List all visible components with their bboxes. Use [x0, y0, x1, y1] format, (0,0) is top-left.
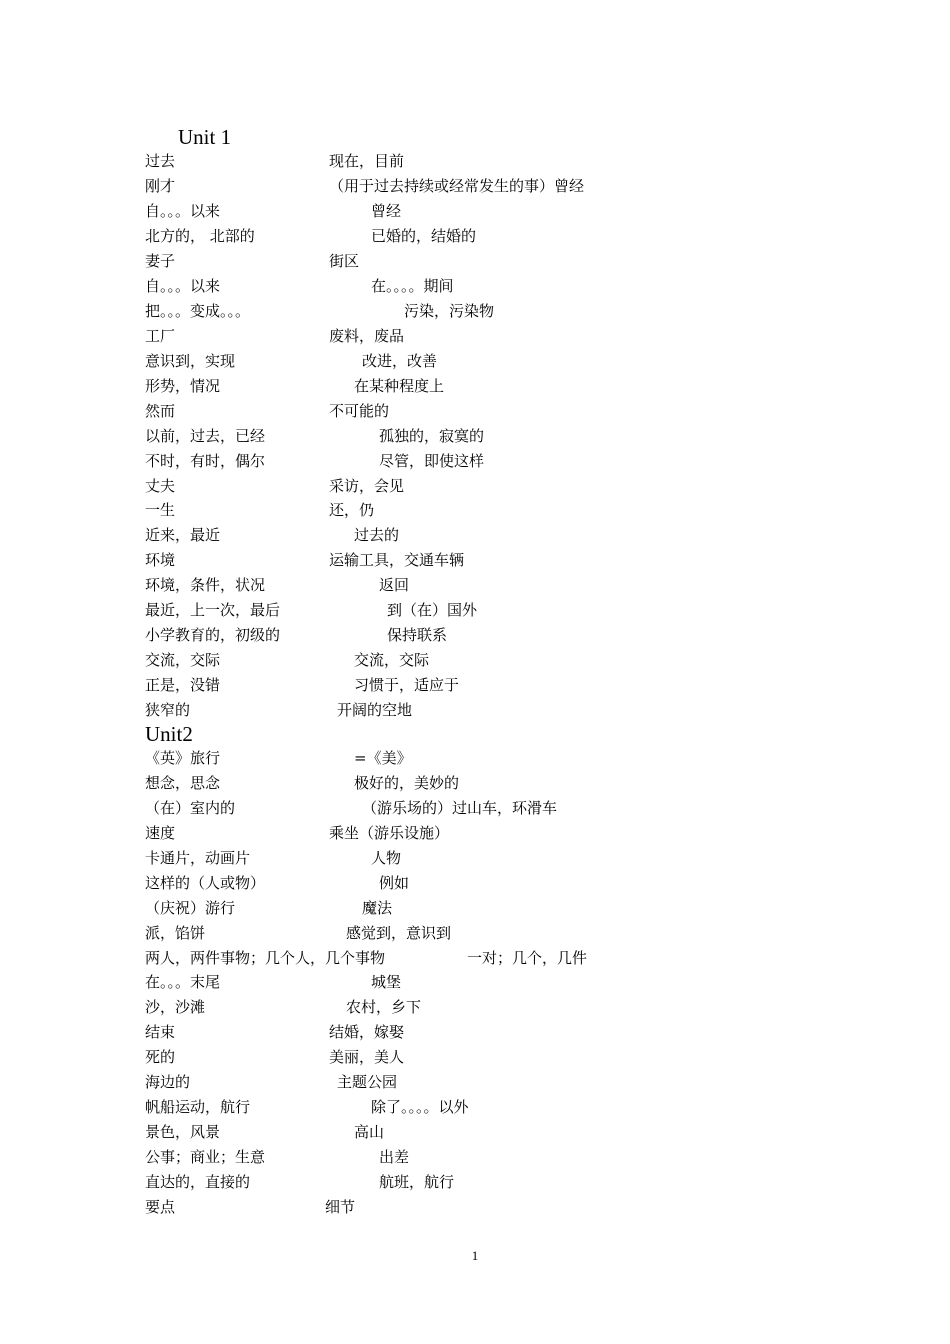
- vocab-left: 不时，有时，偶尔: [145, 452, 266, 470]
- vocab-left: 海边的: [145, 1073, 191, 1091]
- vocab-left: 《英》旅行: [145, 749, 221, 767]
- vocab-row: [0, 796, 950, 820]
- vocab-right: 极好的，美妙的: [354, 774, 460, 792]
- vocab-row: [0, 299, 950, 323]
- vocab-right: 除了。。。。以外: [371, 1098, 469, 1116]
- vocab-row: [0, 424, 950, 448]
- vocab-row: [0, 771, 950, 795]
- vocab-row: [0, 498, 950, 522]
- vocab-row: [0, 746, 950, 770]
- vocab-right: （游乐场的）过山车，环滑车: [362, 799, 558, 817]
- unit1-title: Unit 1: [178, 125, 232, 149]
- vocab-left: 把。。。变成。。。: [145, 302, 251, 320]
- vocab-right: 在。。。。期间: [371, 277, 454, 295]
- vocab-left: 卡通片，动画片: [145, 849, 251, 867]
- vocab-left: 两人，两件事物；几个人，几个事物: [145, 949, 386, 967]
- vocab-right: （用于过去持续或经常发生的事）曾经: [329, 177, 585, 195]
- vocab-left: 公事；商业；生意: [145, 1148, 266, 1166]
- vocab-left: 在。。。末尾: [145, 973, 221, 991]
- vocab-right: 结婚，嫁娶: [329, 1023, 405, 1041]
- vocab-left: 正是，没错: [145, 676, 221, 694]
- vocab-right: 废料，废品: [329, 327, 405, 345]
- vocab-left: 帆船运动，航行: [145, 1098, 251, 1116]
- vocab-right: 主题公园: [337, 1073, 398, 1091]
- vocab-left: 北方的， 北部的: [145, 227, 255, 245]
- vocab-row: [0, 598, 950, 622]
- vocab-left: 速度: [145, 824, 176, 842]
- vocab-left: 过去: [145, 152, 176, 170]
- vocab-right: 开阔的空地: [337, 701, 413, 719]
- vocab-row: [0, 274, 950, 298]
- vocab-right: 改进，改善: [362, 352, 438, 370]
- vocab-row: [0, 523, 950, 547]
- vocab-right: 交流，交际: [354, 651, 430, 669]
- vocab-row: [0, 1020, 950, 1044]
- vocab-left: 沙，沙滩: [145, 998, 206, 1016]
- vocab-right: 魔法: [362, 899, 393, 917]
- vocab-row: [0, 149, 950, 173]
- vocab-row: [0, 399, 950, 423]
- vocab-left: 形势，情况: [145, 377, 221, 395]
- vocab-right: 尽管，即使这样: [379, 452, 485, 470]
- vocab-row: [0, 846, 950, 870]
- vocab-row: [0, 474, 950, 498]
- vocab-row: [0, 374, 950, 398]
- vocab-right: 曾经: [371, 202, 402, 220]
- vocab-row: [0, 995, 950, 1019]
- vocab-right: 现在，目前: [329, 152, 405, 170]
- vocab-left: 意识到，实现: [145, 352, 236, 370]
- vocab-row: [0, 224, 950, 248]
- vocab-right: 一对；几个，几件: [467, 949, 588, 967]
- vocab-row: [0, 573, 950, 597]
- vocab-left: 这样的（人或物）: [145, 874, 266, 892]
- vocab-right: 高山: [354, 1123, 385, 1141]
- vocab-right: 城堡: [371, 973, 402, 991]
- vocab-row: [0, 896, 950, 920]
- vocab-left: 一生: [145, 501, 176, 519]
- vocab-right: 运输工具，交通车辆: [329, 551, 465, 569]
- vocab-left: 近来，最近: [145, 526, 221, 544]
- vocab-right: 孤独的，寂寞的: [379, 427, 485, 445]
- vocab-left: 想念，思念: [145, 774, 221, 792]
- vocab-row: [0, 1170, 950, 1194]
- vocab-row: [0, 548, 950, 572]
- vocab-right: 美丽，美人: [329, 1048, 405, 1066]
- vocab-left: 自。。。以来: [145, 277, 221, 295]
- vocab-right: 返回: [379, 576, 410, 594]
- vocab-right: 在某种程度上: [354, 377, 445, 395]
- vocab-right: 采访，会见: [329, 477, 405, 495]
- vocab-left: 自。。。以来: [145, 202, 221, 220]
- vocab-row: [0, 871, 950, 895]
- vocab-row: [0, 174, 950, 198]
- vocab-left: 然而: [145, 402, 176, 420]
- vocab-row: [0, 1095, 950, 1119]
- vocab-left: （在）室内的: [145, 799, 236, 817]
- page-number: 1: [471, 1248, 479, 1263]
- vocab-row: [0, 1120, 950, 1144]
- vocab-right: 习惯于，适应于: [354, 676, 460, 694]
- vocab-left: 要点: [145, 1198, 176, 1216]
- vocab-right: 到（在）国外: [387, 601, 478, 619]
- vocab-right: 还，仍: [329, 501, 375, 519]
- vocab-right: 不可能的: [329, 402, 390, 420]
- vocab-row: [0, 1070, 950, 1094]
- vocab-left: 刚才: [145, 177, 176, 195]
- vocab-left: 死的: [145, 1048, 176, 1066]
- vocab-right: 街区: [329, 252, 360, 270]
- vocab-right: 过去的: [354, 526, 400, 544]
- vocab-row: [0, 946, 950, 970]
- vocab-right: 农村，乡下: [346, 998, 422, 1016]
- vocab-right: 污染，污染物: [404, 302, 495, 320]
- vocab-left: 景色，风景: [145, 1123, 221, 1141]
- vocab-row: [0, 623, 950, 647]
- vocab-left: 结束: [145, 1023, 176, 1041]
- vocab-row: [0, 970, 950, 994]
- vocab-row: [0, 648, 950, 672]
- vocab-row: [0, 1195, 950, 1219]
- vocab-left: 环境，条件，状况: [145, 576, 266, 594]
- vocab-row: [0, 449, 950, 473]
- vocab-right: 感觉到，意识到: [346, 924, 452, 942]
- vocab-left: 工厂: [145, 327, 176, 345]
- vocab-right: 例如: [379, 874, 410, 892]
- vocab-left: 直达的，直接的: [145, 1173, 251, 1191]
- vocab-right: 人物: [371, 849, 402, 867]
- vocab-left: 妻子: [145, 252, 176, 270]
- vocab-left: 狭窄的: [145, 701, 191, 719]
- vocab-row: [0, 921, 950, 945]
- vocab-right: =《美》: [354, 749, 412, 767]
- vocab-row: [0, 1145, 950, 1169]
- vocab-left: （庆祝）游行: [145, 899, 236, 917]
- vocab-right: 已婚的，结婚的: [371, 227, 477, 245]
- vocab-left: 派，馅饼: [145, 924, 206, 942]
- vocab-left: 最近，上一次，最后: [145, 601, 281, 619]
- vocab-left: 环境: [145, 551, 176, 569]
- vocab-row: [0, 349, 950, 373]
- vocab-right: 细节: [325, 1198, 356, 1216]
- vocab-row: [0, 673, 950, 697]
- vocab-left: 小学教育的，初级的: [145, 626, 281, 644]
- vocab-left: 丈夫: [145, 477, 176, 495]
- vocab-row: [0, 1045, 950, 1069]
- vocab-row: [0, 199, 950, 223]
- vocab-left: 交流，交际: [145, 651, 221, 669]
- vocab-left: 以前，过去，已经: [145, 427, 266, 445]
- vocab-right: 出差: [379, 1148, 410, 1166]
- unit2-title: Unit2: [145, 722, 193, 746]
- vocab-right: 航班，航行: [379, 1173, 455, 1191]
- vocab-right: 保持联系: [387, 626, 448, 644]
- vocab-row: [0, 249, 950, 273]
- vocab-row: [0, 698, 950, 722]
- vocab-row: [0, 821, 950, 845]
- vocab-right: 乘坐（游乐设施）: [329, 824, 450, 842]
- vocab-row: [0, 324, 950, 348]
